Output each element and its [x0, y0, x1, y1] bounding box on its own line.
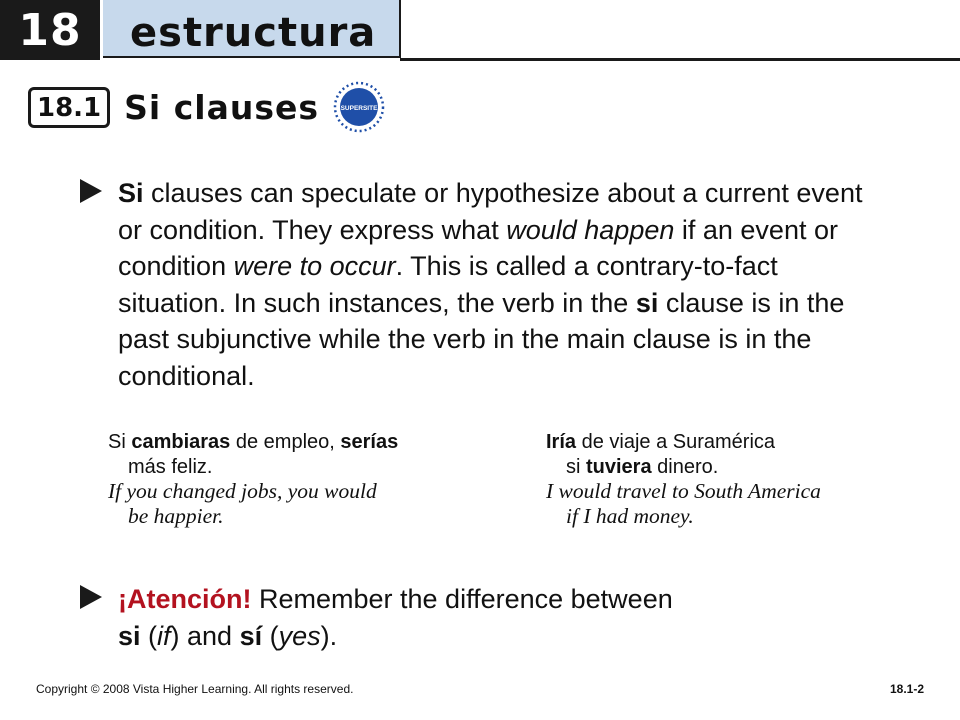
- text-segment: clause is in the past subjunctive while the verb in the main clause is in the conditional.: [118, 287, 845, 391]
- arrow-right-icon: [80, 581, 118, 654]
- arrow-right-icon: [80, 175, 118, 394]
- example-english-line: if I had money.: [566, 503, 694, 528]
- text-segment-italic: yes: [278, 620, 321, 651]
- text-segment-italic: were to occur: [233, 251, 396, 281]
- example-english-line: I would travel to South America: [546, 479, 821, 503]
- term-si: si: [635, 287, 659, 318]
- text-segment: . This is called a contrary-to-fact situation. In such instances, the verb in the: [118, 251, 778, 318]
- bullet-point: [80, 175, 880, 394]
- example-spanish-line: [546, 430, 821, 455]
- header-rule: [400, 58, 960, 61]
- section-number: 18.1: [28, 87, 110, 128]
- text-segment: if an event or condition: [118, 214, 838, 281]
- attention-label: ¡Atención!: [118, 584, 252, 614]
- bullet-point: [80, 581, 880, 654]
- text-segment: Remember the difference between: [251, 584, 673, 614]
- text-segment: Si: [108, 431, 132, 453]
- supersite-logo-text: SUPERSITE: [340, 105, 378, 112]
- verb-highlight: serías: [340, 431, 399, 453]
- bullet-text: [118, 175, 880, 394]
- example-spanish-line: [108, 430, 398, 455]
- verb-highlight: Iría: [546, 431, 577, 453]
- section-heading: [28, 87, 385, 127]
- slide-number: 18.1-2: [889, 682, 924, 696]
- example-english-line: be happier.: [128, 503, 224, 528]
- verb-highlight: cambiaras: [131, 431, 231, 453]
- text-segment: ) and: [170, 620, 240, 651]
- text-segment-italic: if: [157, 620, 171, 651]
- text-segment: de viaje a Suramérica: [576, 431, 776, 453]
- bullet-text: [118, 581, 673, 654]
- text-segment: dinero.: [651, 455, 719, 478]
- example-spanish-line: más feliz.: [128, 455, 213, 478]
- chapter-badge: [0, 0, 100, 60]
- supersite-logo-icon[interactable]: [333, 81, 385, 133]
- text-segment: (: [262, 620, 279, 651]
- text-segment: clauses can speculate or hypothesize about a current event or condition. They express what: [118, 178, 863, 245]
- example-spanish-line: [546, 455, 821, 480]
- example-english-line: If you changed jobs, you would: [108, 479, 377, 503]
- text-segment-italic: would happen: [506, 214, 675, 245]
- copyright-text: Copyright © 2008 Vista Higher Learning. All rights reserved.: [36, 682, 354, 696]
- text-segment: de empleo,: [230, 431, 341, 453]
- term-si: Si: [118, 178, 144, 208]
- term-si-accent: sí: [239, 620, 263, 651]
- chapter-number: 18: [18, 4, 82, 56]
- example-right: [546, 430, 821, 528]
- text-segment: si: [566, 455, 586, 478]
- text-segment: (: [140, 620, 158, 651]
- section-title: Si clauses: [124, 87, 320, 127]
- text-segment: ).: [320, 620, 338, 651]
- chapter-title: estructura: [130, 10, 377, 56]
- verb-highlight: tuviera: [586, 455, 652, 478]
- example-left: [108, 430, 398, 528]
- term-si: si: [118, 620, 141, 651]
